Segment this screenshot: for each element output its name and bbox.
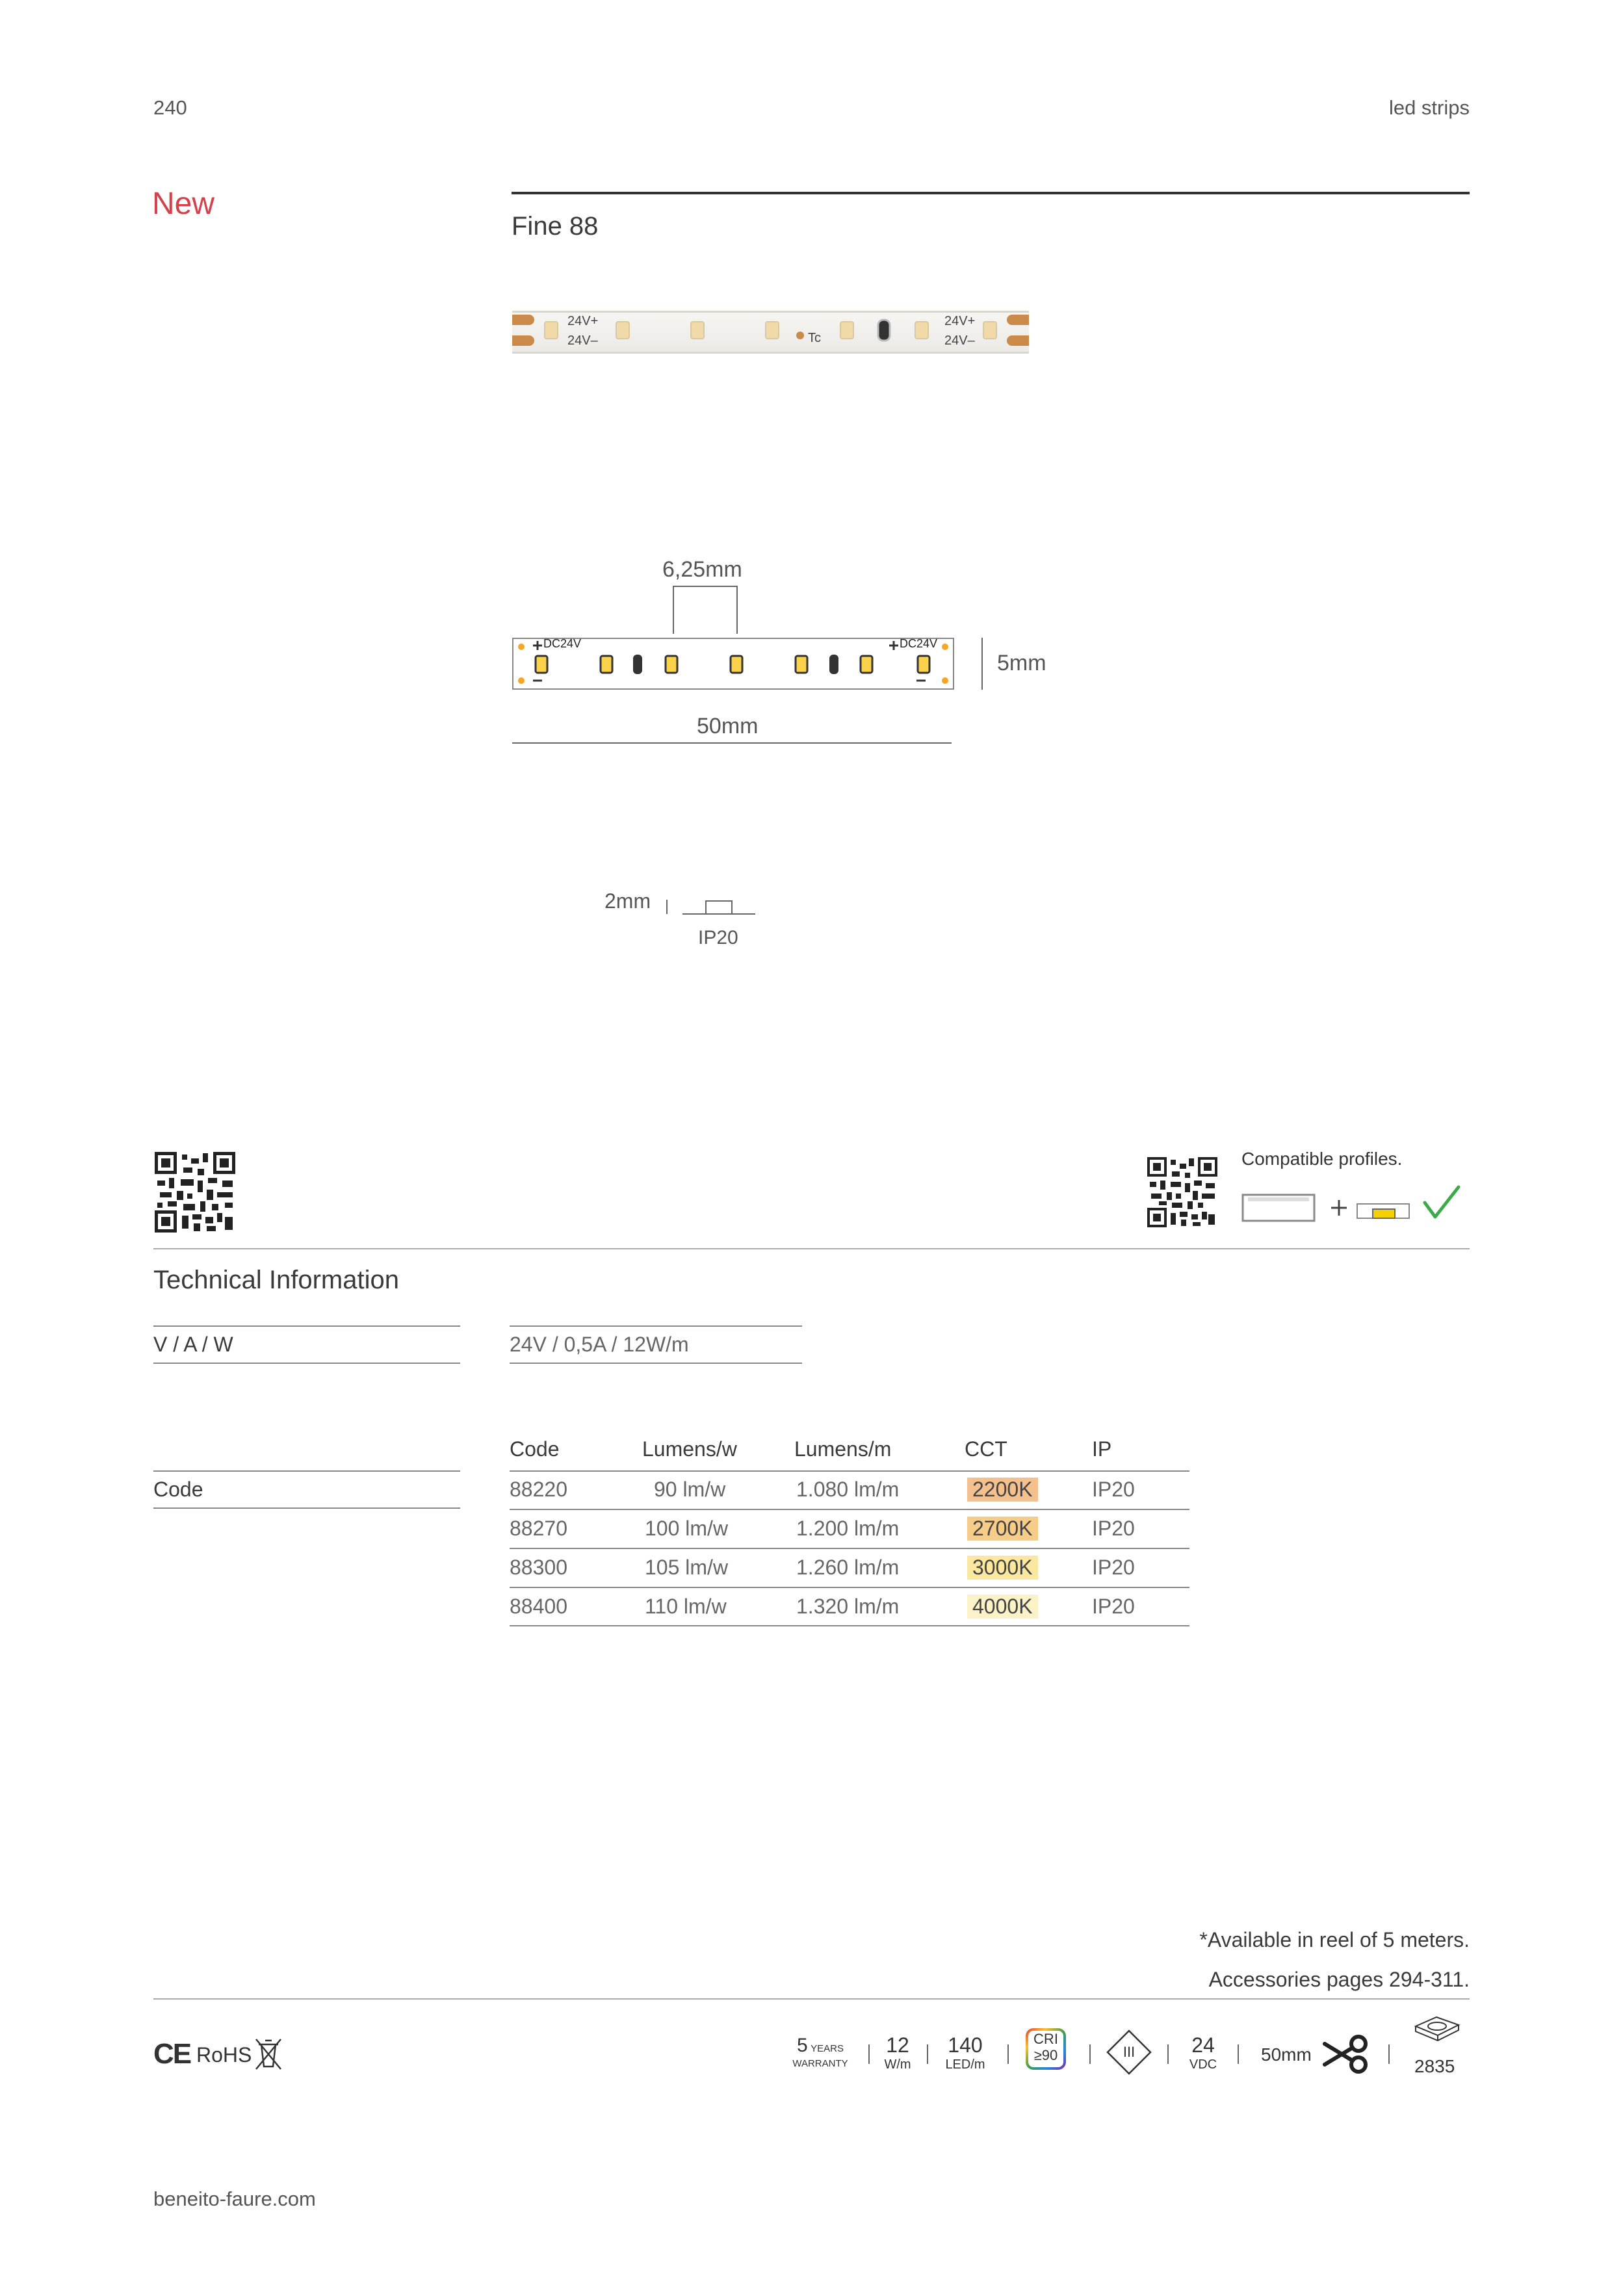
code-rule-top <box>153 1470 460 1472</box>
width-dimension: 5mm <box>997 651 1046 675</box>
plus-icon <box>1331 1200 1347 1216</box>
class-iii-label: III <box>1123 2044 1136 2060</box>
qr-code-right[interactable] <box>1147 1157 1217 1227</box>
profile-icon <box>1243 1195 1314 1221</box>
compatible-profiles-label: Compatible profiles. <box>1241 1149 1403 1169</box>
ce-mark: CE <box>153 2038 191 2070</box>
separator <box>1167 2044 1169 2064</box>
row-lumens-w: 110 lm/w <box>645 1595 727 1618</box>
separator <box>1388 2044 1390 2064</box>
warranty-unit: YEARS <box>811 2043 844 2054</box>
strip-minus-right: 24V– <box>944 333 975 348</box>
technical-info-title: Technical Information <box>153 1266 399 1294</box>
section-title: led strips <box>1388 96 1470 119</box>
vaw-value-rule-top <box>510 1325 802 1327</box>
strip-plus-right: 24V+ <box>944 314 976 328</box>
row-ip: IP20 <box>1092 1595 1135 1618</box>
separator <box>1089 2044 1091 2064</box>
leds-unit: LED/m <box>945 2057 985 2072</box>
vaw-rule-bottom <box>153 1363 460 1364</box>
warranty-years: 5 <box>797 2035 808 2056</box>
separator <box>1238 2044 1239 2064</box>
row-lumens-m: 1.200 lm/m <box>796 1517 900 1540</box>
watts-value: 12 <box>886 2033 909 2057</box>
strip-tc-label: Tc <box>808 331 821 345</box>
row-lumens-w: 100 lm/w <box>645 1517 729 1540</box>
row-code: 88300 <box>510 1556 567 1579</box>
row-cct-badge: 2200K <box>967 1478 1038 1502</box>
row-lumens-w: 105 lm/w <box>645 1556 729 1579</box>
watts-icon <box>875 2033 920 2072</box>
vaw-label: V / A / W <box>153 1333 233 1356</box>
strip-drawing <box>512 638 954 690</box>
watts-unit: W/m <box>884 2057 911 2072</box>
section-rule <box>153 1248 1470 1249</box>
vaw-rule-top <box>153 1325 460 1327</box>
column-header: Lumens/w <box>642 1437 737 1461</box>
product-title: Fine 88 <box>512 212 599 241</box>
strip-icon <box>1357 1204 1409 1218</box>
warranty-icon <box>788 2035 853 2069</box>
row-cct-badge: 3000K <box>967 1556 1038 1580</box>
row-cct-badge: 4000K <box>967 1595 1038 1619</box>
row-rule <box>510 1625 1189 1626</box>
vaw-value: 24V / 0,5A / 12W/m <box>510 1333 689 1356</box>
accessories-note[interactable]: Accessories pages 294-311. <box>1208 1968 1470 1991</box>
row-rule <box>510 1509 1189 1510</box>
table-header-rule <box>510 1470 1189 1472</box>
new-badge: New <box>152 187 215 221</box>
scissors-icon <box>1322 2035 1371 2074</box>
compatible-profiles-graphic <box>1241 1184 1469 1223</box>
row-rule <box>510 1587 1189 1588</box>
dc24v-label-left: DC24V <box>543 637 582 650</box>
row-lumens-w: 90 lm/w <box>654 1478 726 1501</box>
row-cct-badge: 2700K <box>967 1517 1038 1541</box>
voltage-icon <box>1180 2033 1226 2072</box>
cri-label: CRI <box>1033 2031 1058 2047</box>
cut-length-label: 50mm <box>1261 2044 1312 2065</box>
code-rule-bottom <box>153 1507 460 1509</box>
height-dimension: 2mm <box>604 889 651 913</box>
cri-value: ≥90 <box>1033 2047 1058 2063</box>
title-rule <box>512 192 1470 194</box>
leds-value: 140 <box>948 2033 983 2057</box>
cri-icon <box>1026 2028 1066 2070</box>
vaw-value-rule-bottom <box>510 1363 802 1364</box>
checkmark-icon <box>1425 1187 1459 1217</box>
strip-minus-left: 24V– <box>567 333 598 348</box>
row-lumens-m: 1.080 lm/m <box>796 1478 900 1501</box>
column-header: CCT <box>965 1437 1007 1461</box>
led-strip-photo <box>512 311 1029 354</box>
pitch-dimension: 6,25mm <box>662 557 742 582</box>
class-iii-icon <box>1106 2029 1152 2075</box>
column-header: IP <box>1092 1437 1112 1461</box>
led-chip-label: 2835 <box>1414 2056 1455 2076</box>
length-dimension-line <box>512 742 952 744</box>
width-dimension-line <box>981 638 983 690</box>
strip-plus-left: 24V+ <box>567 314 599 328</box>
voltage-value: 24 <box>1191 2033 1215 2057</box>
row-code: 88220 <box>510 1478 567 1501</box>
row-ip: IP20 <box>1092 1517 1135 1540</box>
separator <box>1007 2044 1009 2064</box>
reel-note: *Available in reel of 5 meters. <box>1199 1928 1470 1951</box>
warranty-label: WARRANTY <box>792 2058 848 2069</box>
ip-rating-label: IP20 <box>698 927 738 948</box>
column-header: Lumens/m <box>794 1437 892 1461</box>
row-lumens-m: 1.260 lm/m <box>796 1556 900 1579</box>
code-label: Code <box>153 1478 203 1501</box>
row-ip: IP20 <box>1092 1478 1135 1501</box>
row-code: 88400 <box>510 1595 567 1618</box>
rohs-label: RoHS <box>196 2043 252 2067</box>
row-code: 88270 <box>510 1517 567 1540</box>
profile-drawing <box>663 894 760 917</box>
row-lumens-m: 1.320 lm/m <box>796 1595 900 1618</box>
row-ip: IP20 <box>1092 1556 1135 1579</box>
page-number: 240 <box>153 96 187 119</box>
row-rule <box>510 1548 1189 1549</box>
weee-bin-icon <box>253 2037 283 2072</box>
dc24v-label-right: DC24V <box>900 637 938 650</box>
voltage-unit: VDC <box>1189 2057 1217 2072</box>
leds-icon <box>936 2033 994 2072</box>
website-link[interactable]: beneito-faure.com <box>153 2187 316 2210</box>
qr-code-left[interactable] <box>155 1152 235 1233</box>
separator <box>868 2044 870 2064</box>
pitch-bracket <box>663 582 741 634</box>
length-dimension: 50mm <box>697 714 759 738</box>
column-header: Code <box>510 1437 560 1461</box>
separator <box>927 2044 928 2064</box>
footer-rule <box>153 1998 1470 2000</box>
led-chip-icon <box>1409 2012 1464 2044</box>
